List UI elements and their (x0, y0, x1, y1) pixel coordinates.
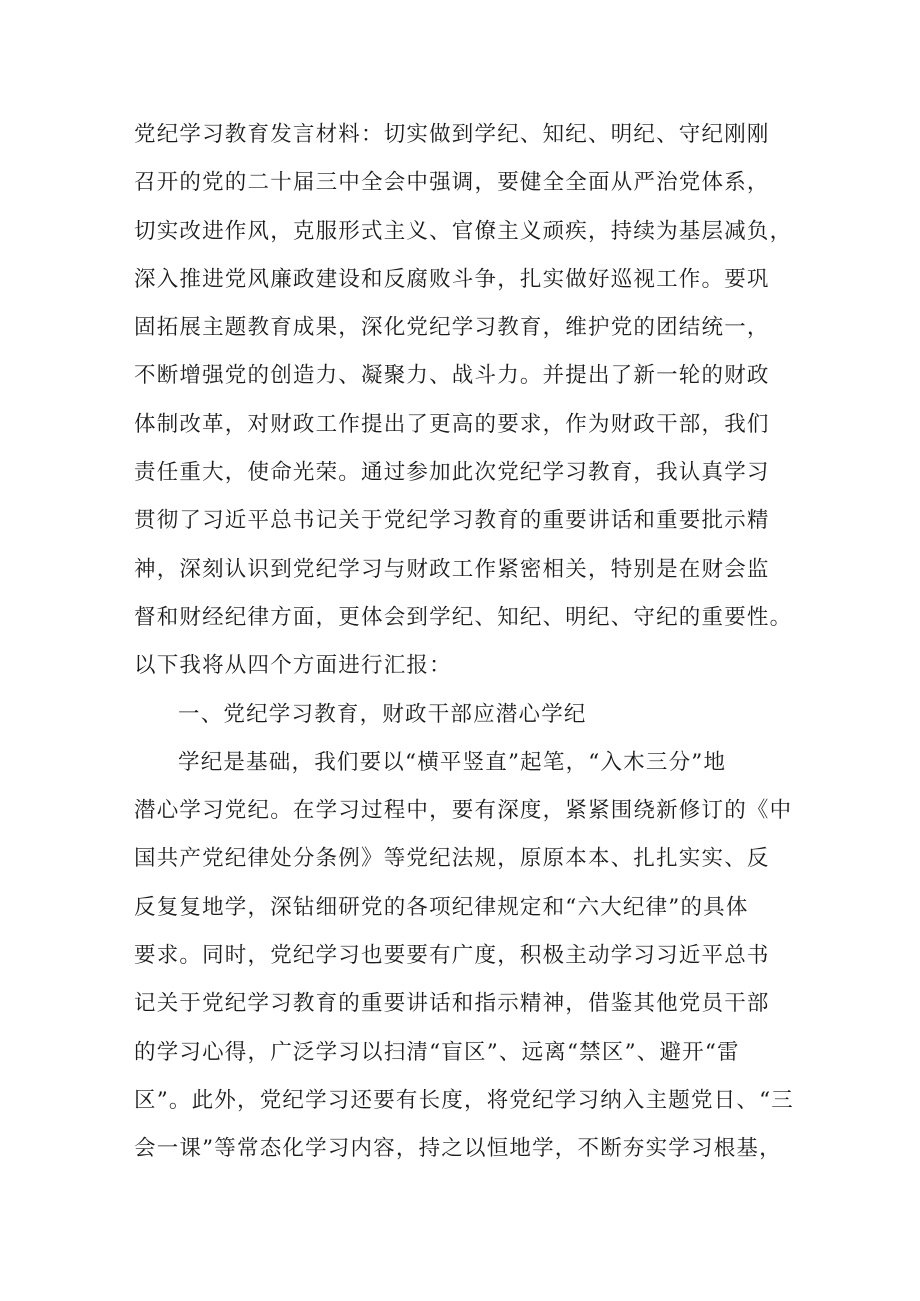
section-heading: 一、党纪学习教育，财政干部应潜心学纪 (178, 701, 587, 727)
text-line: 体制改革，对财政工作提出了更高的要求，作为财政干部，我们 (134, 411, 770, 437)
text-line: 党纪学习教育发言材料：切实做到学纪、知纪、明纪、守纪刚刚 (134, 122, 770, 147)
text-line: 贯彻了习近平总书记关于党纪学习教育的重要讲话和重要批示精 (134, 508, 770, 534)
text-line: 不断增强党的创造力、凝聚力、战斗力。并提出了新一轮的财政 (134, 363, 770, 389)
text-line: 的学习心得，广泛学习以扫清“盲区”、远离“禁区”、避开“雷 (134, 1039, 740, 1065)
text-line: 责任重大，使命光荣。通过参加此次党纪学习教育，我认真学习 (134, 460, 770, 486)
text-line: 要求。同时，党纪学习也要要有广度，积极主动学习习近平总书 (134, 943, 770, 969)
text-line: 深入推进党风廉政建设和反腐败斗争，扎实做好巡视工作。要巩 (134, 266, 770, 292)
text-line: 切实改进作风，克服形式主义、官僚主义顽疾，持续为基层减负， (134, 218, 793, 244)
text-line: 反复复地学，深钻细研党的各项纪律规定和“六大纪律”的具体 (134, 894, 749, 920)
text-line: 召开的党的二十届三中全会中强调，要健全全面从严治党体系， (134, 170, 770, 196)
document-body (134, 111, 800, 1174)
text-line: 固拓展主题教育成果，深化党纪学习教育，维护党的团结统一， (134, 315, 770, 341)
text-line: 潜心学习党纪。在学习过程中，要有深度，紧紧围绕新修订的《中 (134, 798, 793, 824)
text-line: 记关于党纪学习教育的重要讲话和指示精神，借鉴其他党员干部 (134, 991, 770, 1017)
text-line: 督和财经纪律方面，更体会到学纪、知纪、明纪、守纪的重要性。 (134, 604, 793, 630)
text-line: 会一课”等常态化学习内容，持之以恒地学，不断夯实学习根基， (134, 1136, 782, 1162)
text-line: 区”。此外，党纪学习还要有长度，将党纪学习纳入主题党日、“三 (134, 1087, 794, 1113)
text-line: 以下我将从四个方面进行汇报： (134, 653, 452, 679)
text-line: 学纪是基础，我们要以“横平竖直”起笔，“入木三分”地 (178, 749, 727, 775)
text-line: 国共产党纪律处分条例》等党纪法规，原原本本、扎扎实实、反 (134, 846, 770, 872)
text-line: 神，深刻认识到党纪学习与财政工作紧密相关，特别是在财会监 (134, 556, 770, 582)
